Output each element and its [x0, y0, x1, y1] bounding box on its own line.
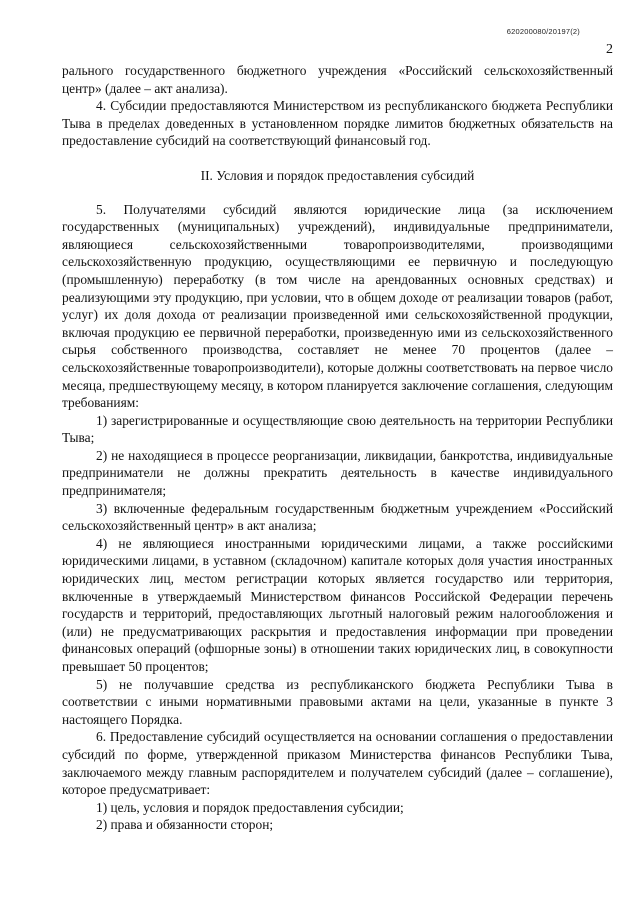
paragraph-5: 5. Получателями субсидий являются юридические лица (за исключением государственных (муниципальных) учреждений), индивидуальные предприниматели, являющиеся сельскохозяйственными товаропроизводителями, производящими сельскохозяйственную продукцию, осуществляющими ее первичную и последующую (промышленную) переработку (в том числе на арендованных основных средствах) и реализующими эту продукцию, при условии, что в общем доходе от реализации товаров (работ, услуг) их доля дохода от реализации произведенной ими сельскохозяйственной продукции, включая продукцию ее первичной переработки, произведенную ими из сельскохозяйственного сырья собственного производства, составляет не менее 70 процентов (далее – сельскохозяйственные товаропроизводители), которые должны соответствовать на первое число месяца, предшествующему месяцу, в котором планируется заключение соглашения, следующим требованиям:: [62, 201, 613, 411]
document-body: [62, 62, 613, 834]
page-number: 2: [606, 42, 613, 57]
list-item-5-3: 3) включенные федеральным государственным бюджетным учреждением «Российский сельскохозяйственный центр» в акт анализа;: [62, 500, 613, 534]
section-heading: II. Условия и порядок предоставления субсидий: [200, 167, 475, 183]
list-item-6-1: 1) цель, условия и порядок предоставления субсидии;: [96, 799, 404, 815]
list-item-5-5: 5) не получавшие средства из республиканского бюджета Республики Тыва в соответствии с иными нормативными правовыми актами на цели, указанные в пункте 3 настоящего Порядка.: [62, 676, 613, 727]
paragraph-6: 6. Предоставление субсидий осуществляется на основании соглашения о предоставлении субсидий по форме, утвержденной приказом Министерства финансов Республики Тыва, заключаемого между главным распорядителем и получателем субсидий (далее – соглашение), которое предусматривает:: [62, 729, 613, 798]
document-id: 620200080/20197(2): [506, 27, 580, 36]
list-item-5-4: 4) не являющиеся иностранными юридическими лицами, а также российскими юридическими лицами, в уставном (складочном) капитале которых доля участия иностранных юридических лиц, местом регистрации которых является государство или территория, включенные в утверждаемый Министерством финансов Российской Федерации перечень государств и территорий, предоставляющих льготный налоговый режим налогообложения и (или) не предусматривающих раскрытия и предоставления информации при проведении финансовых операций (офшорные зоны) в отношении таких юридических лиц, в совокупности превышает 50 процентов;: [62, 535, 613, 674]
paragraph-4: 4. Субсидии предоставляются Министерством из республиканского бюджета Республики Тыва в пределах доведенных в установленном порядке лимитов бюджетных обязательств на предоставление субсидий на соответствующий финансовый год.: [62, 98, 613, 149]
list-item-5-1: 1) зарегистрированные и осуществляющие свою деятельность на территории Республики Тыва;: [62, 412, 613, 446]
list-item-6-2: 2) права и обязанности сторон;: [96, 817, 274, 833]
list-item-5-2: 2) не находящиеся в процессе реорганизации, ликвидации, банкротства, индивидуальные предприниматели не должны прекратить деятельность в качестве индивидуального предпринимателя;: [62, 447, 613, 499]
paragraph-continuation: рального государственного бюджетного учреждения «Российский сельскохозяйственный центр» (далее – акт анализа).: [62, 63, 613, 96]
